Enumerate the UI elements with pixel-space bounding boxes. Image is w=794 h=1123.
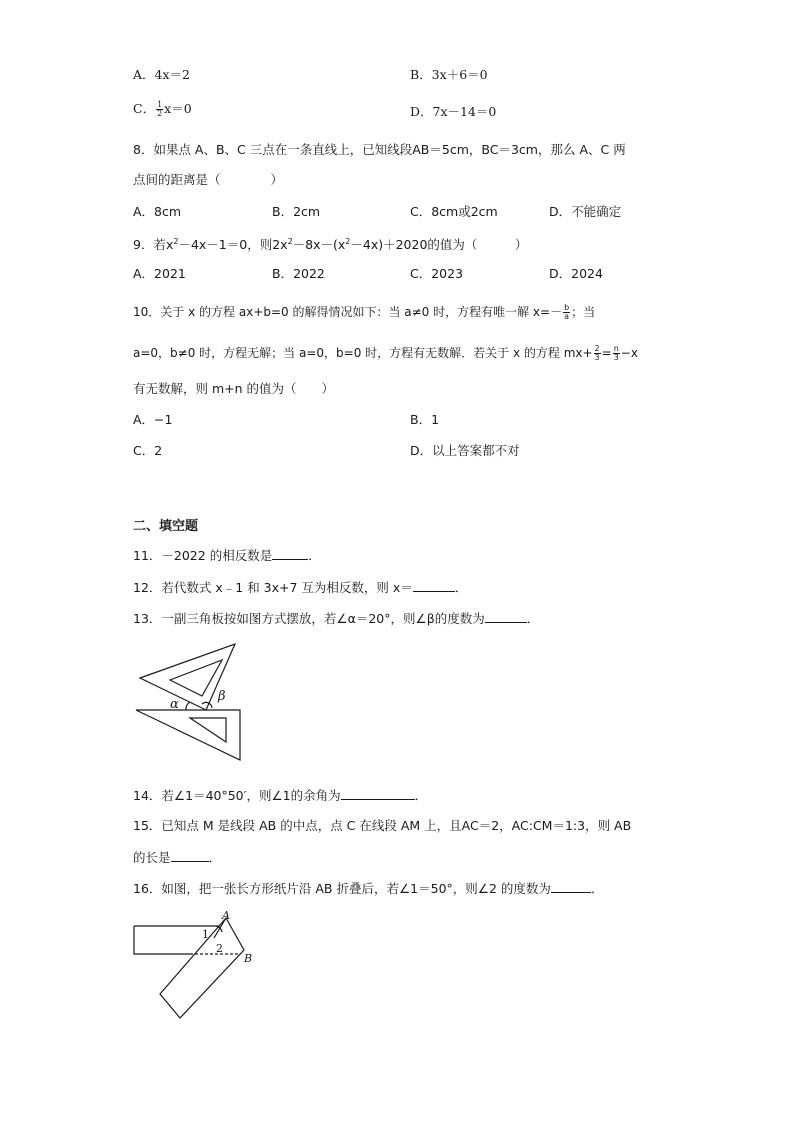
q7-option-b: B．3x＋6＝0 (410, 67, 488, 82)
folded-paper-figure (130, 906, 260, 1022)
alpha-label: α (170, 697, 179, 712)
q8-option-d: D．不能确定 (549, 204, 622, 219)
q7-option-d: D．7x－14＝0 (410, 104, 497, 119)
q10-option-a: A．−1 (133, 412, 173, 427)
q9-question: 9．若$x^2-4x-1=0$，则$2x^2-8x-(x^2-4x)+2020$的值为（ ） (133, 237, 528, 253)
rect-left-bottom-edge (134, 926, 190, 954)
q14-question: 14．若∠1＝40°50′，则∠1的余角为 ． (133, 788, 428, 803)
answer-blank (341, 787, 415, 800)
set-squares-figure (130, 638, 250, 764)
angle-1-label: 1 (202, 928, 209, 941)
q9-option-b: B．2022 (272, 266, 325, 281)
q11-question: 11．－2022 的相反数是 ． (133, 548, 321, 563)
point-a-label: A (222, 909, 230, 922)
q8-option-c: C．8cm或2cm (410, 204, 498, 219)
q8-option-b: B．2cm (272, 204, 321, 219)
answer-blank (413, 579, 455, 592)
q10-question-line3: 有无数解，则 m+n 的值为（ ） (133, 381, 335, 396)
q15-question-line1: 15．已知点 M 是线段 AB 的中点，点 C 在线段 AM 上，且AC＝2，AC:CM＝1:3，则 AB (133, 818, 632, 833)
answer-blank (171, 849, 209, 862)
q10-option-b: B．1 (410, 412, 440, 427)
q7-option-c: C． $\frac{1}{2}$ x＝0 (133, 100, 192, 118)
q10-question-line1: 10．关于 x 的方程 ax+b=0 的解得情况如下：当 a≠0 时，方程有唯一解 x=－ $\frac{b}{a}$ ；当 (133, 303, 596, 321)
q8-option-a: A．8cm (133, 204, 182, 219)
q12-question: 12．若代数式 x﹣1 和 3x+7 互为相反数，则 x＝ ． (133, 580, 468, 595)
q15-question-line2: 的长是 ． (133, 850, 222, 865)
answer-blank (485, 610, 527, 623)
q8-question-line1: 8．如果点 A、B、C 三点在一条直线上，已知线段AB＝5cm，BC＝3cm，那么 A、C 两 (133, 142, 626, 157)
q16-question: 16．如图，把一张长方形纸片沿 AB 折叠后，若∠1＝50°，则∠2 的度数为 ． (133, 881, 604, 896)
answer-blank (272, 547, 308, 560)
q7-option-a: A．4x＝2 (133, 67, 190, 82)
q9-option-d: D．2024 (549, 266, 603, 281)
angle-2-label: 2 (216, 942, 223, 955)
answer-blank (551, 880, 591, 893)
q9-option-c: C．2023 (410, 266, 464, 281)
q8-question-line2: 点间的距离是（ ） (133, 172, 284, 187)
beta-label: β (218, 689, 226, 704)
q13-question: 13．一副三角板按如图方式摆放，若∠α＝20°，则∠β的度数为 ． (133, 611, 540, 626)
q10-question-line2: a=0，b≠0 时，方程无解；当 a=0，b=0 时，方程有无数解．若关于 x 的方程 mx+ $\frac{2}{3}$ = $\frac{n}{3}$ −x (133, 344, 638, 362)
section-title-fill-in: 二、填空题 (133, 519, 199, 534)
q10-option-c: C．2 (133, 443, 163, 458)
q9-option-a: A．2021 (133, 266, 186, 281)
alpha-arc (186, 702, 190, 710)
q10-option-d: D．以上答案都不对 (410, 443, 520, 458)
point-b-label: B (244, 952, 253, 965)
